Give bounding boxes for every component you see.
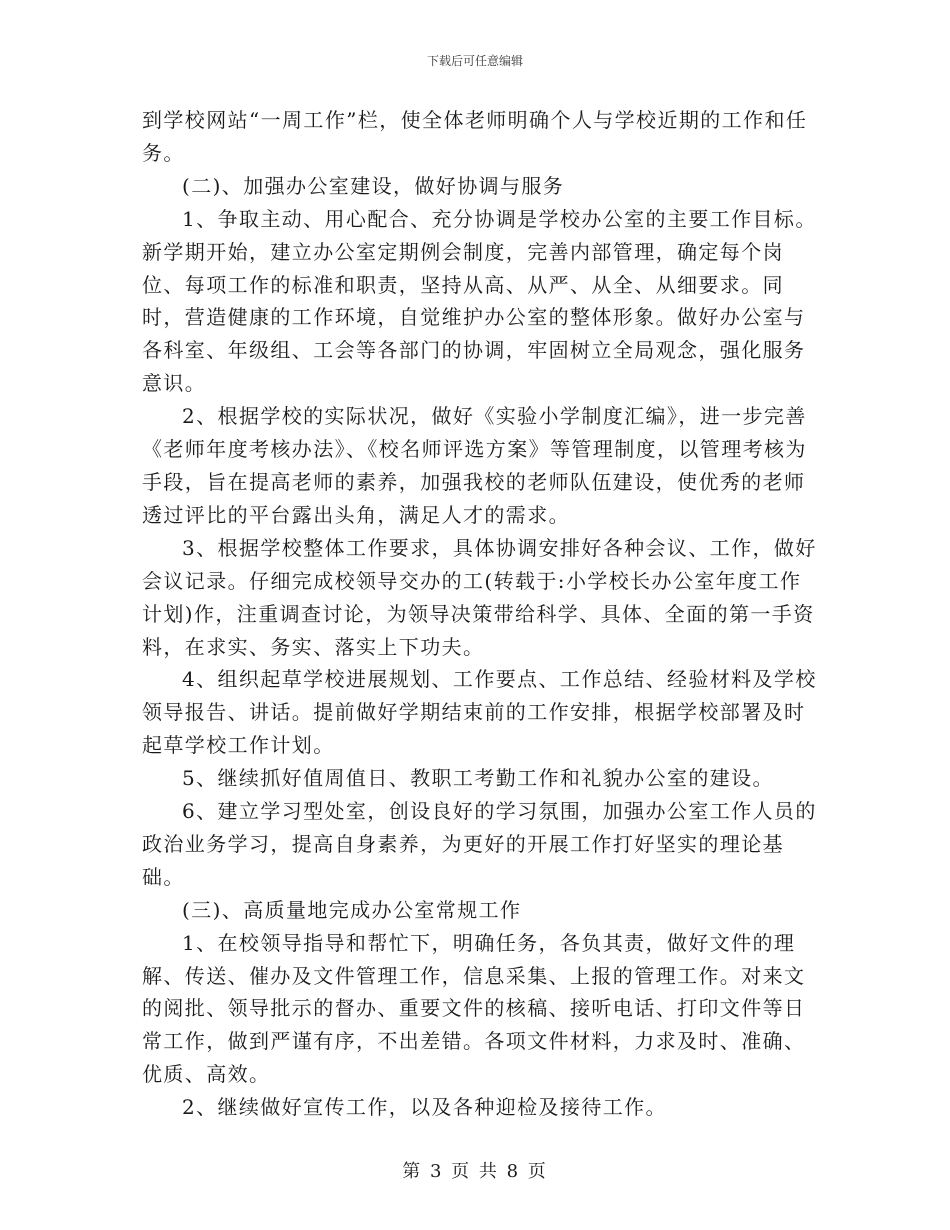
- document-body: [142, 104, 818, 1124]
- body-paragraph: 2、根据学校的实际状况，做好《实验小学制度汇编》，进一步完善《老师年度考核办法》、《校名师评选方案》等管理制度，以管理考核为手段，旨在提高老师的素养，加强我校的老师队伍建设，使优秀的老师透过评比的平台露出头角，满足人才的需求。: [142, 404, 807, 527]
- page-number: 第 3 页 共 8 页: [402, 1161, 548, 1182]
- section-heading: (二)、加强办公室建设，做好协调与服务: [182, 173, 565, 198]
- body-paragraph: 1、在校领导指导和帮忙下，明确任务，各负其责，做好文件的理解、传送、催办及文件管理工作，信息采集、上报的管理工作。对来文的阅批、领导批示的督办、重要文件的核稿、接听电话、打印文件等日常工作，做到严谨有序，不出差错。各项文件材料，力求及时、准确、优质、高效。: [142, 930, 806, 1087]
- page-header: 下载后可任意编辑: [426, 54, 523, 68]
- body-paragraph: 3、根据学校整体工作要求，具体协调安排好各种会议、工作，做好会议记录。仔细完成校领导交办的工(转载于:小学校长办公室年度工作计划)作，注重调查讨论，为领导决策带给科学、具体、全面的第一手资料，在求实、务实、落实上下功夫。: [142, 535, 817, 659]
- body-paragraph: 2、继续做好宣传工作，以及各种迎检及接待工作。: [182, 1095, 667, 1120]
- body-paragraph: 6、建立学习型处室，创设良好的学习氛围，加强办公室工作人员的政治业务学习，提高自身素养，为更好的开展工作打好坚实的理论基础。: [142, 799, 817, 889]
- section-heading: (三)、高质量地完成办公室常规工作: [182, 897, 522, 922]
- body-paragraph: 到学校网站“一周工作”栏，使全体老师明确个人与学校近期的工作和任务。: [142, 108, 808, 165]
- body-paragraph: 4、组织起草学校进展规划、工作要点、工作总结、经验材料及学校领导报告、讲话。提前做好学期结束前的工作安排，根据学校部署及时起草学校工作计划。: [142, 667, 817, 758]
- body-paragraph: 1、争取主动、用心配合、充分协调是学校办公室的主要工作目标。新学期开始，建立办公室定期例会制度，完善内部管理，确定每个岗位、每项工作的标准和职责，坚持从高、从严、从全、从细要求。同时，营造健康的工作环境，自觉维护办公室的整体形象。做好办公室与各科室、年级组、工会等各部门的协调，牢固树立全局观念，强化服务意识。: [142, 206, 817, 396]
- body-paragraph: 5、继续抓好值周值日、教职工考勤工作和礼貌办公室的建设。: [182, 766, 774, 791]
